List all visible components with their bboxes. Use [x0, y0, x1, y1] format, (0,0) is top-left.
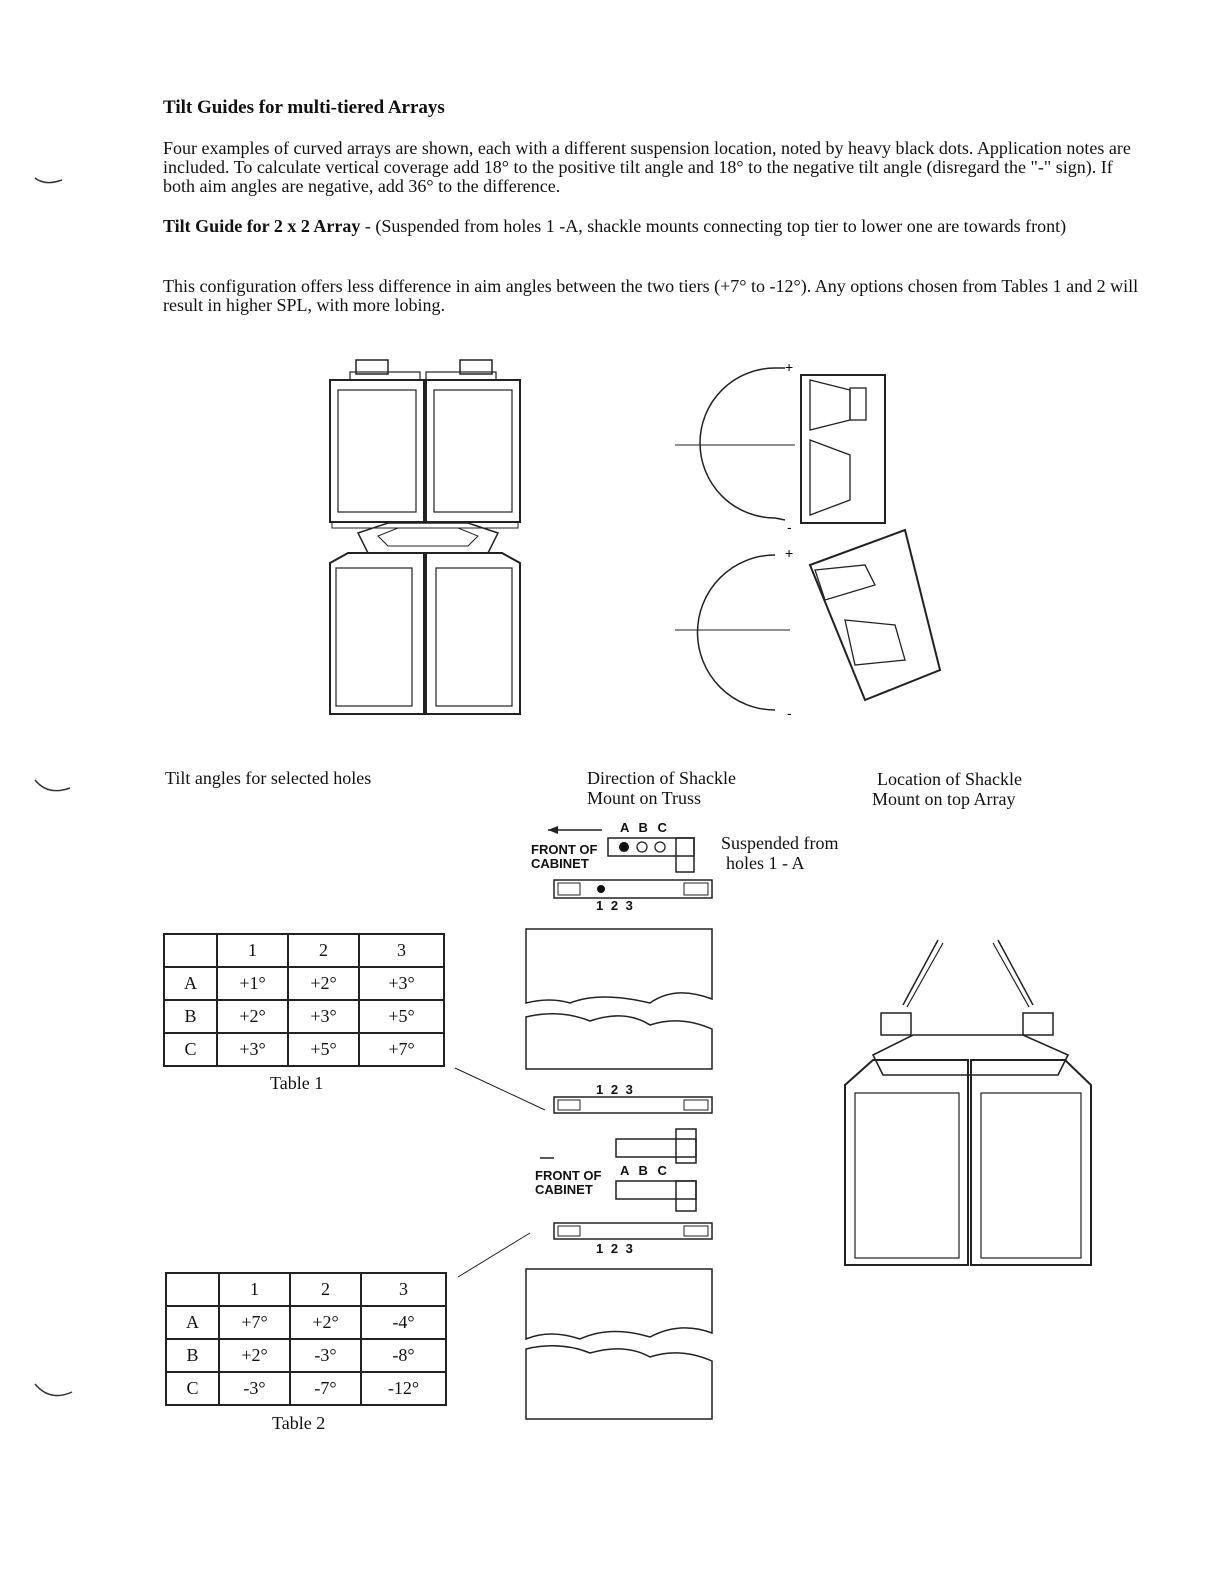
tilt-table-1	[163, 933, 445, 1067]
table-header-row	[166, 1273, 446, 1306]
table-cell: +7°	[219, 1306, 290, 1339]
table-cell: 1	[217, 934, 288, 967]
front-of-label-bottom: FRONT OF	[535, 1168, 602, 1183]
table-cell: +7°	[359, 1033, 444, 1066]
shackle-location-illustration	[843, 935, 1103, 1275]
bracket-numbers-mid: 1 2 3	[596, 1082, 635, 1097]
suspended-label-2: holes 1 - A	[726, 853, 805, 873]
table-row	[166, 1372, 446, 1405]
table-cell: +2°	[290, 1306, 361, 1339]
table-cell: +5°	[359, 1000, 444, 1033]
bracket-abc-bottom: A B C	[620, 1163, 670, 1178]
table-row	[164, 1000, 444, 1033]
cabinet-label-top: CABINET	[531, 856, 589, 871]
bracket-abc-top: A B C	[620, 820, 670, 835]
minus-label-2: -	[787, 705, 792, 721]
table-cell: +3°	[217, 1033, 288, 1066]
bracket-numbers-top: 1 2 3	[596, 898, 635, 913]
cabinet-label-bottom: CABINET	[535, 1182, 593, 1197]
tilt-table-2	[165, 1272, 447, 1406]
table-cell	[164, 934, 217, 967]
location-label-1: Location of Shackle	[877, 769, 1022, 789]
table-cell: 2	[290, 1273, 361, 1306]
table-cell: +3°	[288, 1000, 359, 1033]
table-cell: +2°	[217, 1000, 288, 1033]
table-cell: -3°	[219, 1372, 290, 1405]
truss-bracket-diagram	[530, 820, 730, 910]
table-cell: +2°	[288, 967, 359, 1000]
table-cell: +1°	[217, 967, 288, 1000]
speaker-array-illustration	[328, 358, 528, 718]
table-cell: 2	[288, 934, 359, 967]
tilt-angles-label: Tilt angles for selected holes	[165, 768, 372, 788]
table-cell: B	[164, 1000, 217, 1033]
bracket-numbers-bottom: 1 2 3	[596, 1241, 635, 1256]
table-row	[164, 1033, 444, 1066]
table-cell: -4°	[361, 1306, 446, 1339]
table-header-row	[164, 934, 444, 967]
table-cell: +3°	[359, 967, 444, 1000]
table-cell: C	[166, 1372, 219, 1405]
location-label-2: Mount on top Array	[872, 789, 1016, 809]
table-cell: 3	[361, 1273, 446, 1306]
table-cell: -8°	[361, 1339, 446, 1372]
front-of-label-top: FRONT OF	[531, 842, 598, 857]
table-cell: C	[164, 1033, 217, 1066]
config-note: This configuration offers less difference in aim angles between the two tiers (+7° to -12°). Any options chosen from Tables 1 and 2 will result in higher SPL, with more lobing.	[163, 276, 1139, 315]
table-cell: +2°	[219, 1339, 290, 1372]
table-cell: B	[166, 1339, 219, 1372]
table-row	[164, 967, 444, 1000]
direction-label-1: Direction of Shackle	[587, 768, 736, 788]
table-2-caption: Table 2	[272, 1413, 326, 1433]
intro-paragraph: Four examples of curved arrays are shown, each with a different suspension location, noted by heavy black dots. Application notes are included. To calculate vertical coverage add 18° to the positive tilt angle and 18° to the negative tilt angle (disregard the "-" sign). If both aim angles are negative, add 36° to the difference.	[163, 138, 1131, 196]
table-cell: +5°	[288, 1033, 359, 1066]
table-cell: -12°	[361, 1372, 446, 1405]
direction-label-2: Mount on Truss	[587, 788, 702, 808]
page-title: Tilt Guides for multi-tiered Arrays	[163, 97, 445, 118]
table-cell: A	[164, 967, 217, 1000]
table-cell: A	[166, 1306, 219, 1339]
subheading-bold: Tilt Guide for 2 x 2 Array	[163, 216, 361, 236]
table-1-caption: Table 1	[270, 1073, 324, 1093]
table-row	[166, 1306, 446, 1339]
table-cell: 1	[219, 1273, 290, 1306]
suspended-label-1: Suspended from	[721, 833, 839, 853]
plus-label-1: +	[785, 359, 794, 375]
table-cell: 3	[359, 934, 444, 967]
aim-angle-diagram	[665, 360, 965, 720]
cabinet-side-views	[450, 925, 770, 1445]
table-cell	[166, 1273, 219, 1306]
table-row	[166, 1339, 446, 1372]
minus-label-1: -	[787, 519, 792, 535]
table-cell: -7°	[290, 1372, 361, 1405]
table-cell: -3°	[290, 1339, 361, 1372]
subheading-rest: - (Suspended from holes 1 -A, shackle mounts connecting top tier to lower one are towards front)	[360, 216, 1067, 236]
plus-label-2: +	[785, 545, 794, 561]
